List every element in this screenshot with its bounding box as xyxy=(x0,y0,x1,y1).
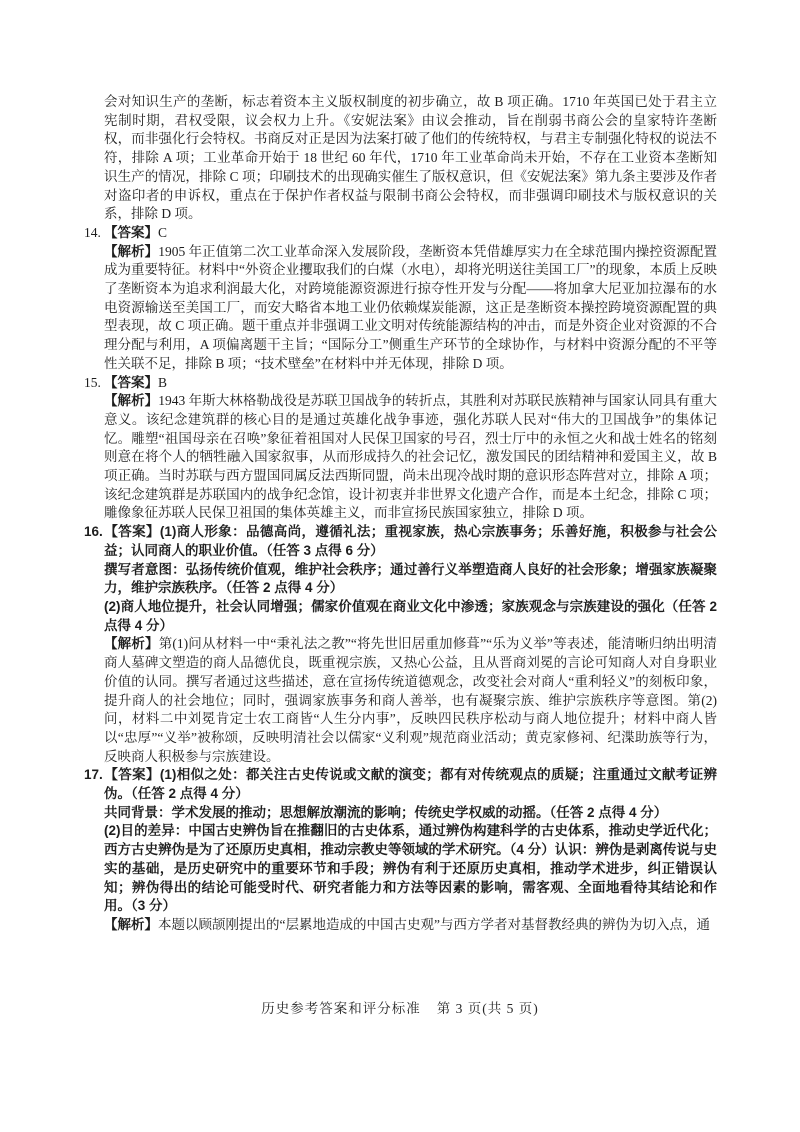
answer-label: 【答案】 xyxy=(104,374,158,390)
continuation-paragraph: 会对知识生产的垄断，标志着资本主义版权制度的初步确立，故 B 项正确。1710 年英国已处于君主立宪制时期，君权受限，议会权力上升。《安妮法案》由议会推动，旨在削弱书商公会的皇家特许垄断权，而非强化行会特权。书商反对正是因为法案打破了他们的传统特权，与君主专制强化特权的说法不符，排除 A 项；工业革命开始于 18 世纪 60 年代，1710 年工业革命尚未开始，不存在工业资本垄断知识生产的情况，排除 C 项；印刷技术的出现确实催生了版权意识，但《安妮法案》第九条主要涉及作者对盗印者的申诉权，重点在于保护作者权益与限制书商公会特权，而非强调印刷技术与版权意识的关系，排除 D 项。 xyxy=(104,94,717,222)
answer-paragraph: 撰写者意图：弘扬传统价值观，维护社会秩序；通过善行义举塑造商人良好的社会形象；增强家族凝聚力，维护宗族秩序。（任答 2 点得 4 分） xyxy=(104,561,717,596)
page-footer xyxy=(0,997,800,1017)
answer-paragraph: (2)目的差异：中国古史辨伪旨在推翻旧的古史体系，通过辨伪构建科学的古史体系，推动史学近代化；西方古史辨伪是为了还原历史真相，推动宗教史等领域的学术研究。（4 分）认识：辨伪是剥离传说与史实的基础，是历史研究中的重要环节和手段；辨伪有利于还原历史真相，推动学术进步，纠正错误认知；辨伪得出的结论可能受时代、研究者能力和方法等因素的影响，需客观、全面地看待其结论和作用。（3 分） xyxy=(104,823,717,914)
question-number: 16. xyxy=(84,524,103,540)
answer-paragraph: 17.【答案】(1)相似之处：都关注古史传说或文献的演变；都有对传统观点的质疑；注重通过文献考证辨伪。（任答 2 点得 4 分） xyxy=(84,767,718,802)
answer-label: 【答案】 xyxy=(104,524,160,540)
analysis-paragraph: 【解析】本题以顾颉刚提出的“层累地造成的中国古史观”与西方学者对基督教经典的辨伪为切入点，通 xyxy=(104,916,710,932)
analysis-paragraph: 【解析】1905 年正值第二次工业革命深入发展阶段，垄断资本凭借雄厚实力在全球范围内操控资源配置成为重要特征。材料中“外资企业攫取我们的白煤（水电），却将光明送往美国工厂”的现象，本质上反映了垄断资本为追求利润最大化，对跨境能源资源进行掠夺性开发与分配——将加拿大尼亚加拉瀑布的水电资源输送至美国工厂，而安大略省本地工业仍依赖煤炭能源，这正是垄断资本操控跨境资源配置的典型表现，故 C 项正确。题干重点并非强调工业文明对传统能源结构的冲击，而是外资企业对资源的不合理分配与利用，A 项偏离题干主旨；“国际分工”侧重生产环节的全球协作，与材料中资源分配的不平等性关联不足，排除 B 项；“技术壁垒”在材料中并无体现，排除 D 项。 xyxy=(104,243,718,371)
footer-page-indicator: 第 3 页(共 5 页) xyxy=(436,1001,539,1016)
question-17 xyxy=(84,766,718,934)
page-content xyxy=(84,93,718,935)
question-number: 14. xyxy=(84,224,101,240)
question-number: 15. xyxy=(84,374,101,390)
answer-paragraph: (2)商人地位提升，社会认同增强；儒家价值观在商业文化中渗透；家族观念与宗族建设的强化（任答 2 点得 4 分） xyxy=(104,598,717,633)
answer-label: 【答案】 xyxy=(104,767,160,783)
question-16 xyxy=(84,523,718,766)
questions-list xyxy=(84,224,718,935)
answer-paragraph: 共同背景：学术发展的推动；思想解放潮流的影响；传统史学权威的动摇。（任答 2 点得 4 分） xyxy=(104,804,668,820)
analysis-label: 【解析】 xyxy=(104,636,159,652)
question-14 xyxy=(84,224,718,374)
answer-paragraph: 15. 【答案】B xyxy=(104,374,717,393)
analysis-paragraph: 【解析】第(1)问从材料一中“秉礼法之教”“将先世旧居重加修葺”“乐为义举”等表述，能清晰归纳出明清商人墓碑文塑造的商人品德优良，既重视宗族，又热心公益，且从晋商刘冕的言论可知商人对自身职业价值的认同。撰写者通过这些描述，意在宣扬传统道德观念，改变社会对商人“重利轻义”的刻板印象，提升商人的社会地位；同时，强调家族事务和商人善举，也有凝聚宗族、维护宗族秩序等意图。第(2)问，材料二中刘冕肯定士农工商皆“人生分内事”，反映四民秩序松动与商人地位提升；材料中商人皆以“忠厚”“义举”被称颂，反映明清社会以儒家“义利观”规范商业活动；黄克家修祠、纪渫助族等行为，反映商人积极参与宗族建设。 xyxy=(104,636,717,764)
analysis-paragraph: 【解析】1943 年斯大林格勒战役是苏联卫国战争的转折点，其胜利对苏联民族精神与国家认同具有重大意义。该纪念建筑群的核心目的是通过英雄化战争事迹，强化苏联人民对“伟大的卫国战争”的集体记忆。雕塑“祖国母亲在召唤”象征着祖国对人民保卫国家的号召，烈士厅中的永恒之火和战士姓名的铭刻则意在将个人的牺牲融入国家叙事，从而形成持久的社会记忆，激发国民的团结精神和爱国主义，故 B 项正确。当时苏联与西方盟国同属反法西斯同盟，尚未出现冷战时期的意识形态阵营对立，排除 A 项；该纪念建筑群是苏联国内的战争纪念馆，设计初衷并非世界文化遗产合作，而是本土纪念，排除 C 项；雕像象征苏联人民保卫祖国的集体英雄主义，而非宣扬民族国家独立，排除 D 项。 xyxy=(104,393,718,521)
answer-paragraph: 16.【答案】(1)商人形象：品德高尚，遵循礼法；重视家族，热心宗族事务；乐善好施，积极参与社会公益；认同商人的职业价值。（任答 3 点得 6 分） xyxy=(84,524,718,558)
answer-label: 【答案】 xyxy=(104,224,158,240)
question-15 xyxy=(84,374,718,524)
analysis-label: 【解析】 xyxy=(104,393,159,409)
analysis-label: 【解析】 xyxy=(104,916,158,932)
question-number: 17. xyxy=(84,767,103,783)
footer-doc-title: 历史参考答案和评分标准 xyxy=(261,1001,421,1016)
answer-paragraph: 14. 【答案】C xyxy=(104,224,717,243)
analysis-label: 【解析】 xyxy=(104,243,159,259)
